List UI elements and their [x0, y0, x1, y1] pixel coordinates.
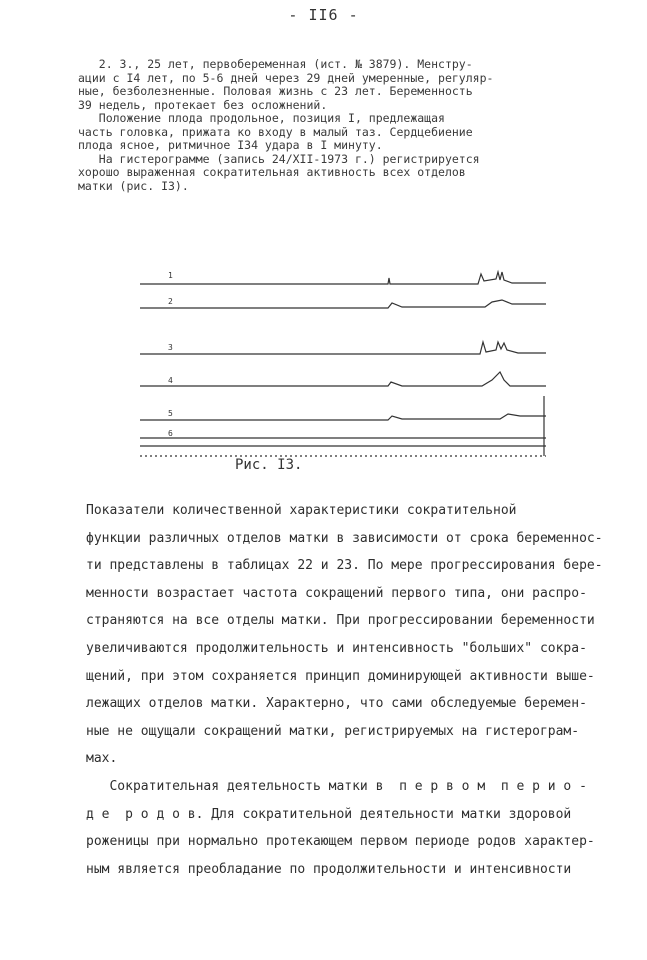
text-line: часть головка, прижата ко входу в малый таз. Сердцебиение	[78, 124, 473, 139]
text-line: 39 недель, протекает без осложнений.	[78, 97, 328, 112]
page-number: - II6 -	[288, 6, 359, 24]
text-line: ные не ощущали сокращений матки, регистрируемых на гистерограм-	[86, 723, 580, 739]
text-line: страняются на все отделы матки. При прогрессировании беременности	[86, 613, 595, 629]
text-line: ации с I4 лет, по 5-6 дней через 29 дней умеренные, регуляр-	[78, 70, 494, 85]
text-line: Положение плода продольное, позиция I, предлежащая	[78, 111, 445, 125]
text-line: 2. 3., 25 лет, первобеременная (ист. № 3879). Менстру-	[78, 57, 473, 71]
text-line: мах.	[86, 751, 118, 767]
text-line: менности возрастает частота сокращений первого типа, они распро-	[86, 585, 587, 601]
hysterogram-plot	[140, 256, 546, 462]
text-line: лежащих отделов матки. Характерно, что сами обследуемые беремен-	[86, 696, 587, 712]
body-text	[86, 497, 614, 883]
trace-channel-2	[140, 300, 546, 308]
text-line: плода ясное, ритмичное I34 удара в I минуту.	[78, 138, 383, 152]
trace-channel-5	[140, 414, 546, 420]
text-line: увеличиваются продолжительность и интенсивность "больших" сокра-	[86, 640, 587, 656]
channel-mark: 4	[168, 376, 173, 385]
text-line: д е р о д о в. Для сократительной деятельности матки здоровой	[86, 806, 572, 822]
text-line: функции различных отделов матки в зависимости от срока беременнос-	[86, 530, 603, 546]
channel-mark: 6	[168, 429, 173, 438]
text-line: хорошо выраженная сократительная активность всех отделов	[78, 165, 466, 179]
text-line: ным является преобладание по продолжительности и интенсивности	[86, 861, 572, 877]
channel-mark: 1	[168, 271, 173, 280]
text-line: ные, безболезненные. Половая жизнь с 23 лет. Беременность	[78, 84, 473, 98]
trace-channel-3	[140, 342, 546, 354]
figure-caption: Рис. I3.	[235, 457, 303, 473]
trace-channel-4	[140, 372, 546, 386]
case-description	[78, 58, 603, 193]
text-line: щений, при этом сохраняется принцип доминирующей активности выше-	[86, 668, 595, 684]
text-line: Показатели количественной характеристики сократительной	[86, 503, 517, 518]
text-line: На гистерограмме (запись 24/XII-1973 г.) регистрируется	[78, 151, 480, 166]
channel-mark: 5	[168, 409, 173, 418]
channel-mark: 2	[168, 297, 173, 306]
text-line: Сократительная деятельность матки в п е р в о м п е р и о -	[86, 778, 587, 794]
channel-mark: 3	[168, 343, 173, 352]
text-line: роженицы при нормально протекающем первом периоде родов характер-	[86, 834, 595, 850]
text-line: матки (рис. I3).	[78, 178, 189, 193]
trace-channel-1	[140, 272, 546, 284]
hysterogram-figure	[140, 256, 546, 462]
text-line: ти представлены в таблицах 22 и 23. По мере прогрессирования бере-	[86, 558, 603, 574]
